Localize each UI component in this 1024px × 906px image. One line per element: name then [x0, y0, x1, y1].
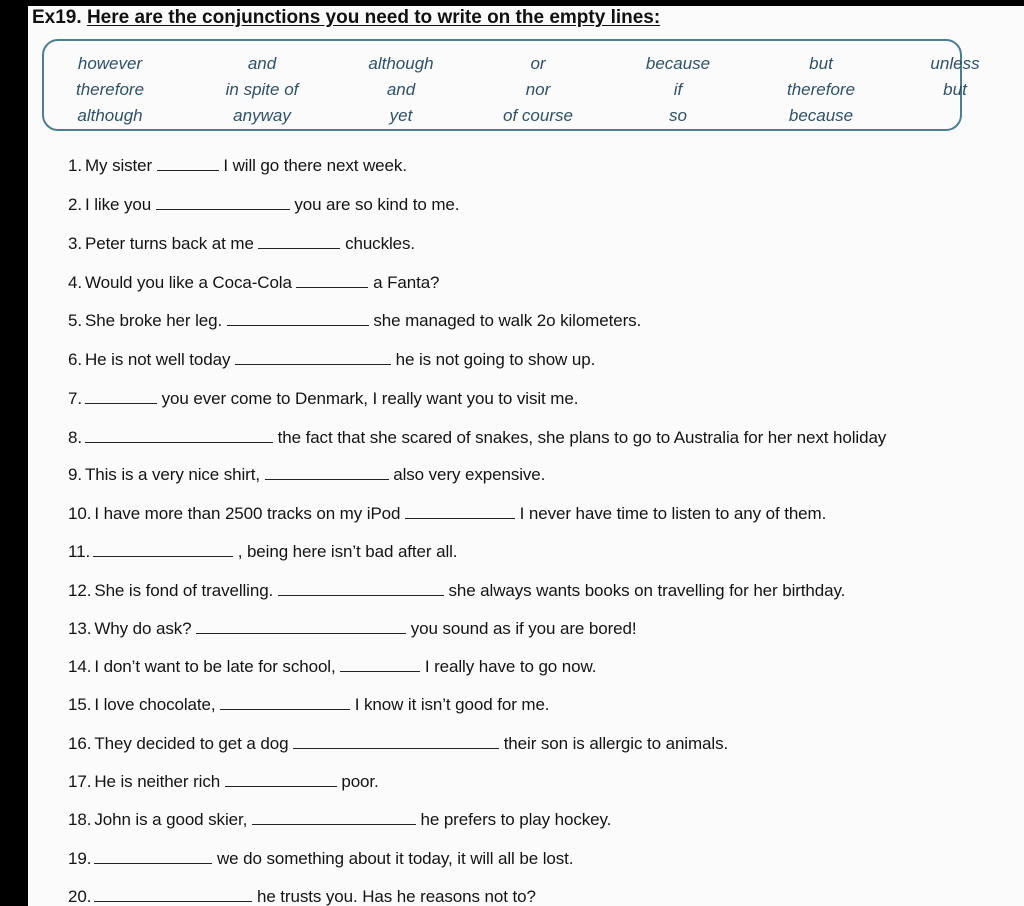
exercise-item: [68, 154, 407, 178]
item-number: 17.: [68, 772, 92, 791]
conjunction-word: although: [77, 106, 143, 125]
sentence-start: Why do ask?: [94, 619, 192, 638]
exercise-item: [68, 655, 596, 679]
conjunction-word: but: [943, 80, 967, 99]
sentence-start: I have more than 2500 tracks on my iPod: [94, 504, 401, 523]
exercise-item: [68, 463, 545, 487]
sentence-end: she always wants books on travelling for her birthday.: [448, 581, 846, 600]
answer-blank[interactable]: [405, 502, 515, 519]
answer-blank[interactable]: [293, 732, 499, 749]
conjunction-word: because: [788, 106, 854, 125]
conjunction-word: nor: [525, 80, 551, 99]
item-number: 18.: [68, 810, 92, 829]
exercise-item: [68, 732, 728, 756]
sentence-start: John is a good skier,: [94, 810, 248, 829]
sentence-start: This is a very nice shirt,: [84, 465, 260, 484]
exercise-item: [68, 348, 595, 372]
sentence-start: She is fond of travelling.: [94, 581, 274, 600]
sentence-end: she managed to walk 2o kilometers.: [373, 311, 642, 330]
exercise-item: [68, 617, 636, 641]
exercise-item: [68, 232, 415, 256]
exercise-item: [68, 770, 379, 794]
exercise-item: [68, 579, 845, 603]
item-number: 10.: [68, 504, 92, 523]
exercise-item: [68, 847, 573, 871]
answer-blank[interactable]: [340, 655, 420, 672]
item-number: 12.: [68, 581, 92, 600]
exercise-item: [68, 426, 886, 450]
exercise-title: [32, 7, 660, 29]
conjunction-word: yet: [389, 106, 413, 125]
conjunction-word: if: [673, 80, 683, 99]
item-number: 8.: [68, 428, 82, 447]
sentence-start: Peter turns back at me: [84, 234, 254, 253]
answer-blank[interactable]: [94, 885, 252, 902]
sentence-start: She broke her leg.: [84, 311, 223, 330]
item-number: 11.: [68, 542, 91, 561]
sentence-end: the fact that she scared of snakes, she plans to go to Australia for her next holiday: [277, 428, 887, 447]
item-number: 20.: [68, 887, 92, 906]
exercise-item: [68, 502, 826, 526]
answer-blank[interactable]: [265, 463, 389, 480]
answer-blank[interactable]: [85, 426, 273, 443]
sentence-start: I like you: [84, 195, 152, 214]
sentence-end: he is not going to show up.: [395, 350, 596, 369]
exercise-item: [68, 693, 549, 717]
sentence-start: I love chocolate,: [94, 695, 216, 714]
sentence-end: he trusts you. Has he reasons not to?: [256, 887, 536, 906]
item-number: 1.: [68, 156, 82, 175]
conjunction-word: because: [645, 54, 711, 73]
item-number: 3.: [68, 234, 82, 253]
conjunction-word: of course: [503, 106, 573, 125]
sentence-end: we do something about it today, it will all be lost.: [216, 849, 574, 868]
exercise-number: Ex19.: [32, 7, 82, 28]
sentence-end: you ever come to Denmark, I really want you to visit me.: [161, 389, 579, 408]
conjunction-word: anyway: [233, 106, 291, 125]
conjunction-word: although: [368, 54, 434, 73]
sentence-start: He is neither rich: [94, 772, 221, 791]
exercise-item: [68, 193, 459, 217]
item-number: 5.: [68, 311, 82, 330]
sentence-end: you sound as if you are bored!: [410, 619, 637, 638]
answer-blank[interactable]: [196, 617, 406, 634]
answer-blank[interactable]: [252, 808, 416, 825]
item-number: 6.: [68, 350, 82, 369]
item-number: 16.: [68, 734, 92, 753]
answer-blank[interactable]: [94, 847, 212, 864]
conjunction-word: and: [247, 54, 277, 73]
sentence-end: , being here isn’t bad after all.: [237, 542, 458, 561]
answer-blank[interactable]: [157, 154, 219, 171]
conjunction-word: therefore: [786, 80, 856, 99]
answer-blank[interactable]: [93, 540, 233, 557]
answer-blank[interactable]: [278, 579, 444, 596]
sentence-end: you are so kind to me.: [294, 195, 460, 214]
answer-blank[interactable]: [220, 693, 350, 710]
exercise-item: [68, 808, 611, 832]
item-number: 19.: [68, 849, 92, 868]
sentence-end: I never have time to listen to any of them.: [519, 504, 827, 523]
conjunction-word: so: [669, 106, 687, 125]
answer-blank[interactable]: [156, 193, 290, 210]
item-number: 14.: [68, 657, 92, 676]
item-number: 9.: [68, 465, 82, 484]
sentence-end: their son is allergic to animals.: [503, 734, 729, 753]
sentence-start: Would you like a Coca-Cola: [84, 273, 292, 292]
conjunction-word: therefore: [75, 80, 145, 99]
item-number: 13.: [68, 619, 92, 638]
exercise-item: [68, 271, 439, 295]
sentence-start: They decided to get a dog: [94, 734, 289, 753]
answer-blank[interactable]: [225, 770, 337, 787]
sentence-end: poor.: [341, 772, 379, 791]
conjunction-word: in spite of: [225, 80, 299, 99]
item-number: 2.: [68, 195, 82, 214]
answer-blank[interactable]: [258, 232, 340, 249]
conjunction-word: and: [386, 80, 416, 99]
exercise-item: [68, 885, 536, 906]
conjunction-word: but: [809, 54, 833, 73]
sentence-end: a Fanta?: [373, 273, 440, 292]
sentence-start: I don’t want to be late for school,: [94, 657, 336, 676]
sentence-end: chuckles.: [345, 234, 416, 253]
item-number: 4.: [68, 273, 82, 292]
conjunction-word: however: [77, 54, 143, 73]
exercise-item: [68, 309, 641, 333]
sentence-end: also very expensive.: [393, 465, 546, 484]
answer-blank[interactable]: [235, 348, 391, 365]
answer-blank[interactable]: [85, 387, 157, 404]
item-number: 7.: [68, 389, 82, 408]
sentence-end: I will go there next week.: [223, 156, 407, 175]
conjunction-word: or: [530, 54, 546, 73]
sentence-start: My sister: [84, 156, 153, 175]
conjunction-word: unless: [930, 54, 980, 73]
exercise-item: [68, 387, 578, 411]
item-number: 15.: [68, 695, 92, 714]
answer-blank[interactable]: [296, 271, 368, 288]
sentence-start: He is not well today: [84, 350, 231, 369]
answer-blank[interactable]: [227, 309, 369, 326]
exercise-heading: Here are the conjunctions you need to write on the empty lines:: [86, 7, 661, 28]
sentence-end: I know it isn’t good for me.: [354, 695, 550, 714]
sentence-end: I really have to go now.: [424, 657, 597, 676]
sentence-end: he prefers to play hockey.: [420, 810, 612, 829]
worksheet: [28, 6, 1024, 906]
exercise-item: [68, 540, 457, 564]
